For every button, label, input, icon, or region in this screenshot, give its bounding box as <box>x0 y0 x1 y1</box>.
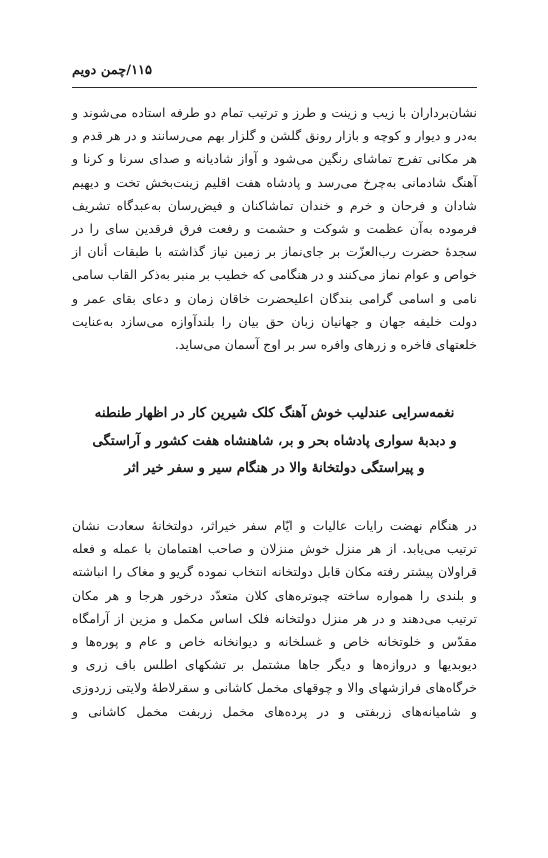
section-heading <box>72 400 477 483</box>
running-header: ۱۱۵/چمن دویم <box>72 63 153 78</box>
paragraph-1: نشان‌برداران با زیب و زینت و طرز و ترتیب تمام دو طرفه استاده می‌شوند و به‌در و دیوار و کوچه و بازار رونق گلشن و گلزار بهم می‌رسانند و در هر قدم و هر مکانی تفرج تماشای رنگین می‌شود و آواز شادیانه و صدای سرنا و کرنا و آهنگ شادمانی به‌چرخ می‌رسد و پادشاه هفت اقلیم زینت‌بخش تخت و دیهیم شادان و فرحان و خرم و خندان تماشاکنان و فیض‌رسان به‌عبدگاه تشریف فرموده به‌آن عظمت و شوکت و حشمت و رفعت فرق فرقدین سای را در سجدهٔ حضرت رب‌العزّت بر جای‌نماز بر زمین نیاز گذاشته با طبقات أنان از خواص و عوام نماز می‌کنند و در هنگامی که خطیب بر منبر به‌ذکر القاب سامی نامی و اسامی گرامی بندگان اعلیحضرت خاقان زمان و دعای بقای عمر و دولت خلیفه جهان و جهانیان زبان حق بیان را بلندآوازه می‌سازد به‌عنایت خلعتهای فاخره و زرهای وافره سر بر اوج آسمان می‌ساید. <box>72 105 477 353</box>
header-rule <box>72 87 477 88</box>
heading-line-2: و دبدبهٔ سواری پادشاه بحر و بر، شاهنشاه هفت کشور و آراستگی <box>92 432 457 449</box>
heading-line-1: نغمه‌سرایی عندلیب خوش آهنگ کلک شیرین کار در اظهار طنطنه <box>94 405 455 421</box>
paragraph-2: در هنگام نهضت رایات عالیات و ایّام سفر خیراثر، دولتخانهٔ سعادت نشان ترتیب می‌یابد. از هر منزل خوش منزلان و صاحب اهتمامان با عمله و فعله قراولان پیشتر رفته مکان قابل دولتخانه انتخاب نموده گریو و مغاک را انباشته و بلندی را همواره ساخته چبوتره‌های کلان متعدّد درخور هرجا و هر مکان ترتیب می‌دهند و در هر منزل دولتخانه فلک اساس مکمل و مزین از آرامگاه مقدّس و خلوتخانه خاص و غسلخانه و دیوانخانه خاص و عام و پوره‌ها و دیوبدیها و دروازه‌ها و دیگر جاها مشتمل بر تشکهای اطلس باف زری و خرگاه‌های فرازشهای والا و چوقهای مخمل کاشانی و سقرلاطهٔ ولایتی زردوزی و شامیانه‌های زربفتی و در پرده‌های مخمل زربفت مخمل کاشانی و <box>72 518 477 719</box>
heading-line-3: و پیراستگی دولتخانهٔ والا در هنگام سیر و سفر خیر اثر <box>124 460 425 476</box>
